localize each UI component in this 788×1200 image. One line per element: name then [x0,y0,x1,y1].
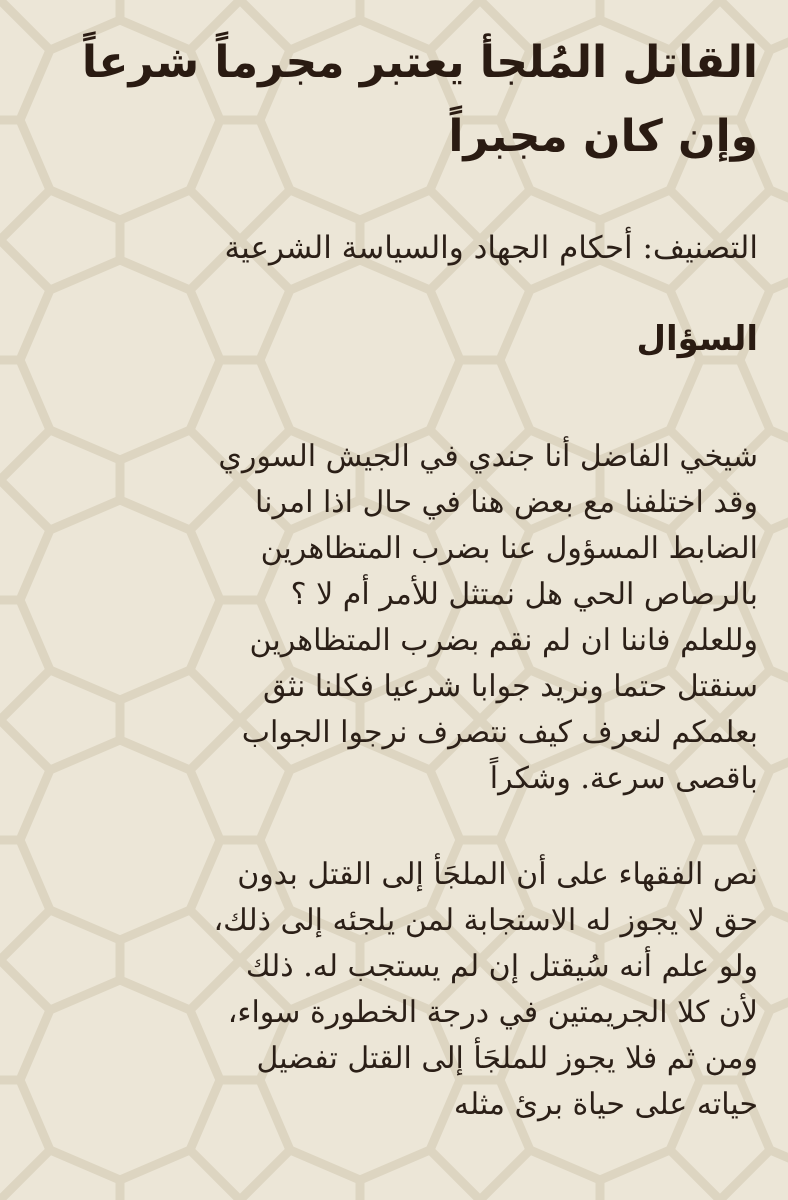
article-title [32,26,758,174]
question-line: الضابط المسؤول عنا بضرب المتظاهرين [260,531,758,566]
article-title-line-1: القاتل المُلجأ يعتبر مجرماً شرعاً [81,37,758,88]
article-title-line-2: وإن كان مجبراً [448,111,758,162]
question-line: باقصى سرعة. وشكراً [489,761,758,796]
answer-line: نص الفقهاء على أن الملجَأ إلى القتل بدون [237,857,758,892]
answer-text [32,852,758,1128]
question-text [32,434,758,802]
question-line: سنقتل حتما ونريد جوابا شرعيا فكلنا نثق [262,669,758,704]
answer-line: ومن ثم فلا يجوز للملجَأ إلى القتل تفضيل [256,1041,758,1076]
question-line: شيخي الفاضل أنا جندي في الجيش السوري [218,439,758,474]
answer-line: حق لا يجوز له الاستجابة لمن يلجئه إلى ذلك، [213,903,758,938]
answer-line: ولو علم أنه سُيقتل إن لم يستجب له. ذلك [245,949,758,984]
answer-line: حياته على حياة برئ مثله [453,1087,758,1122]
article-category: التصنيف: أحكام الجهاد والسياسة الشرعية [224,230,758,266]
question-line: وللعلم فاننا ان لم نقم بضرب المتظاهرين [249,623,758,658]
question-heading: السؤال [636,319,758,359]
question-line: بعلمكم لنعرف كيف نتصرف نرجوا الجواب [241,715,758,750]
answer-line: لأن كلا الجريمتين في درجة الخطورة سواء، [227,995,758,1030]
question-line: وقد اختلفنا مع بعض هنا في حال اذا امرنا [254,485,758,520]
question-line: بالرصاص الحي هل نمتثل للأمر أم لا ؟ [290,577,758,612]
